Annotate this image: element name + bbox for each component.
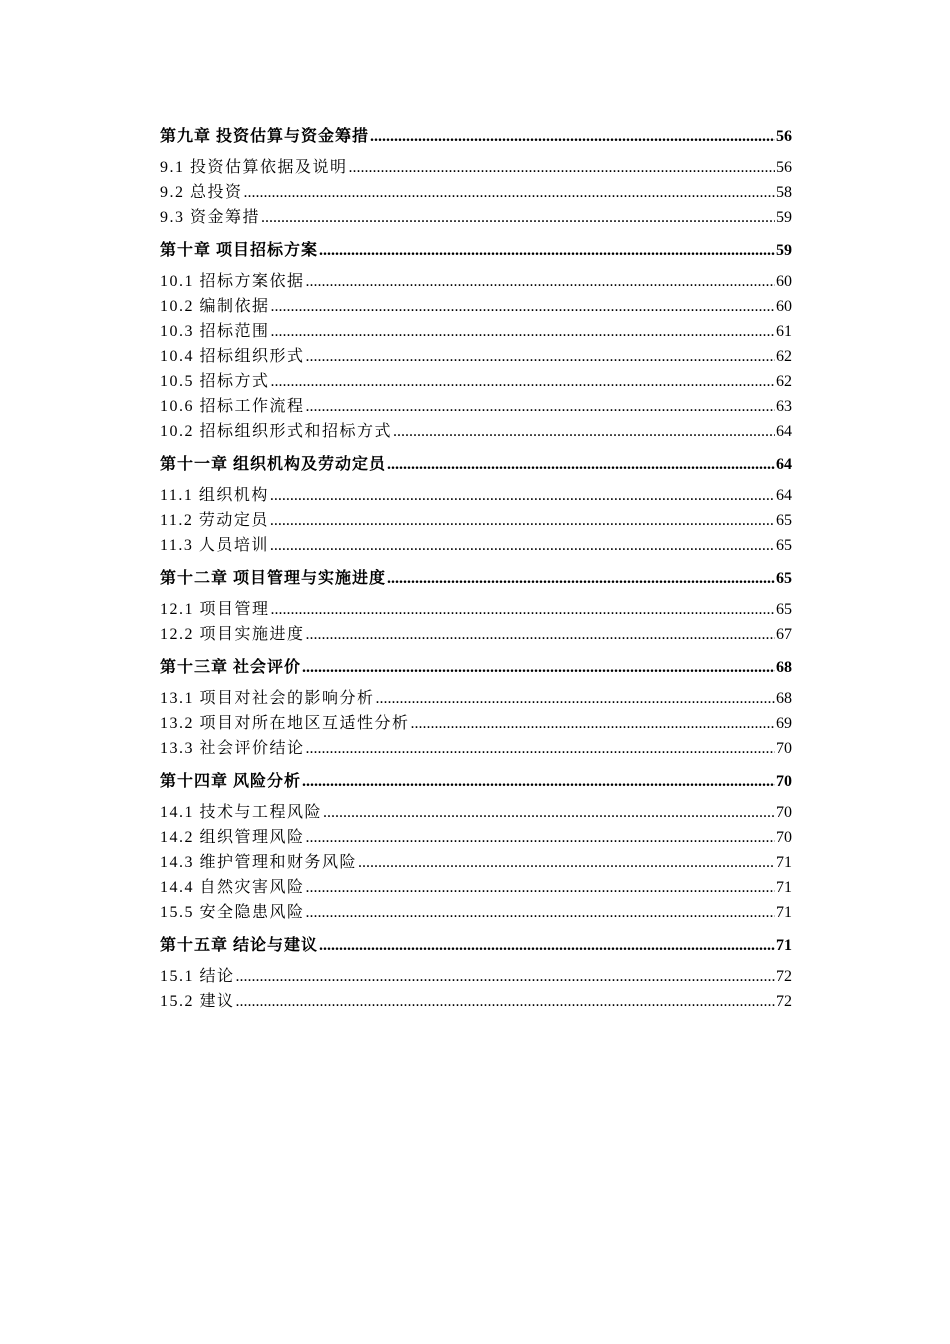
- toc-page-number: 56: [776, 159, 792, 176]
- toc-entry-title: 12.1 项目管理: [160, 601, 270, 618]
- toc-dot-leader: [236, 989, 775, 1014]
- toc-dot-leader: [306, 736, 775, 761]
- toc-section-entry[interactable]: [160, 800, 792, 825]
- toc-section-entry[interactable]: [160, 736, 792, 761]
- toc-chapter-entry[interactable]: [160, 124, 792, 149]
- toc-entry-title: 9.3 资金筹措: [160, 209, 261, 226]
- toc-chapter-entry[interactable]: [160, 655, 792, 680]
- toc-dot-leader: [302, 655, 775, 680]
- toc-entry-title: 14.3 维护管理和财务风险: [160, 854, 358, 871]
- toc-dot-leader: [387, 452, 775, 477]
- toc-page-number: 59: [776, 209, 792, 226]
- toc-page-number: 63: [776, 398, 792, 415]
- toc-page-number: 72: [776, 968, 792, 985]
- toc-dot-leader: [370, 124, 775, 149]
- toc-page-number: 65: [776, 537, 792, 554]
- toc-entry-title: 10.6 招标工作流程: [160, 398, 305, 415]
- toc-section-entry[interactable]: [160, 419, 792, 444]
- toc-section-entry[interactable]: [160, 622, 792, 647]
- toc-dot-leader: [358, 850, 775, 875]
- toc-section-entry[interactable]: [160, 964, 792, 989]
- toc-page-number: 71: [776, 937, 792, 954]
- toc-section-entry[interactable]: [160, 319, 792, 344]
- toc-section-entry[interactable]: [160, 711, 792, 736]
- toc-page-number: 64: [776, 423, 792, 440]
- toc-section-entry[interactable]: [160, 875, 792, 900]
- toc-entry-title: 14.4 自然灾害风险: [160, 879, 305, 896]
- toc-entry-title: 13.3 社会评价结论: [160, 740, 305, 757]
- toc-section-entry[interactable]: [160, 155, 792, 180]
- toc-section-entry[interactable]: [160, 508, 792, 533]
- toc-entry-title: 10.2 招标组织形式和招标方式: [160, 423, 393, 440]
- toc-dot-leader: [319, 933, 775, 958]
- toc-entry-title: 11.3 人员培训: [160, 537, 269, 554]
- toc-page-number: 72: [776, 993, 792, 1010]
- toc-section-entry[interactable]: [160, 989, 792, 1014]
- toc-dot-leader: [306, 622, 775, 647]
- toc-entry-title: 15.1 结论: [160, 968, 235, 985]
- toc-section-entry[interactable]: [160, 850, 792, 875]
- toc-entry-title: 第十四章 风险分析: [160, 773, 302, 790]
- toc-entry-title: 10.3 招标范围: [160, 323, 270, 340]
- toc-page-number: 62: [776, 348, 792, 365]
- toc-chapter-entry[interactable]: [160, 452, 792, 477]
- toc-entry-title: 10.5 招标方式: [160, 373, 270, 390]
- toc-dot-leader: [271, 319, 775, 344]
- toc-page-number: 64: [776, 456, 792, 473]
- toc-dot-leader: [270, 533, 775, 558]
- toc-entry-title: 13.2 项目对所在地区互适性分析: [160, 715, 410, 732]
- toc-page-number: 64: [776, 487, 792, 504]
- toc-dot-leader: [411, 711, 775, 736]
- toc-section-entry[interactable]: [160, 369, 792, 394]
- toc-dot-leader: [271, 597, 775, 622]
- toc-list: [160, 124, 792, 1014]
- toc-section-entry[interactable]: [160, 597, 792, 622]
- toc-dot-leader: [306, 394, 775, 419]
- toc-page-number: 70: [776, 804, 792, 821]
- toc-page-number: 60: [776, 273, 792, 290]
- toc-entry-title: 13.1 项目对社会的影响分析: [160, 690, 375, 707]
- toc-entry-title: 12.2 项目实施进度: [160, 626, 305, 643]
- toc-chapter-entry[interactable]: [160, 769, 792, 794]
- toc-page-number: 70: [776, 740, 792, 757]
- toc-entry-title: 15.2 建议: [160, 993, 235, 1010]
- toc-dot-leader: [306, 344, 775, 369]
- toc-dot-leader: [319, 238, 775, 263]
- toc-section-entry[interactable]: [160, 483, 792, 508]
- toc-dot-leader: [244, 180, 775, 205]
- toc-page-number: 65: [776, 570, 792, 587]
- toc-section-entry[interactable]: [160, 394, 792, 419]
- toc-page-number: 70: [776, 773, 792, 790]
- toc-dot-leader: [306, 825, 775, 850]
- toc-section-entry[interactable]: [160, 825, 792, 850]
- toc-page-number: 56: [776, 128, 792, 145]
- toc-section-entry[interactable]: [160, 533, 792, 558]
- toc-page-number: 71: [776, 854, 792, 871]
- table-of-contents: [160, 124, 792, 1014]
- toc-dot-leader: [323, 800, 775, 825]
- toc-entry-title: 9.2 总投资: [160, 184, 243, 201]
- toc-entry-title: 14.2 组织管理风险: [160, 829, 305, 846]
- toc-entry-title: 10.1 招标方案依据: [160, 273, 305, 290]
- toc-entry-title: 第十二章 项目管理与实施进度: [160, 570, 387, 587]
- toc-dot-leader: [306, 269, 775, 294]
- toc-entry-title: 15.5 安全隐患风险: [160, 904, 305, 921]
- toc-section-entry[interactable]: [160, 269, 792, 294]
- toc-page-number: 71: [776, 879, 792, 896]
- toc-entry-title: 第十三章 社会评价: [160, 659, 302, 676]
- toc-page-number: 69: [776, 715, 792, 732]
- toc-chapter-entry[interactable]: [160, 566, 792, 591]
- toc-page-number: 67: [776, 626, 792, 643]
- toc-section-entry[interactable]: [160, 686, 792, 711]
- toc-entry-title: 11.1 组织机构: [160, 487, 269, 504]
- toc-section-entry[interactable]: [160, 344, 792, 369]
- toc-dot-leader: [306, 875, 775, 900]
- toc-dot-leader: [271, 369, 775, 394]
- toc-entry-title: 第十五章 结论与建议: [160, 937, 319, 954]
- toc-section-entry[interactable]: [160, 205, 792, 230]
- toc-entry-title: 第十一章 组织机构及劳动定员: [160, 456, 387, 473]
- toc-section-entry[interactable]: [160, 294, 792, 319]
- toc-entry-title: 10.2 编制依据: [160, 298, 270, 315]
- toc-dot-leader: [302, 769, 775, 794]
- toc-chapter-entry[interactable]: [160, 933, 792, 958]
- toc-page-number: 61: [776, 323, 792, 340]
- toc-entry-title: 11.2 劳动定员: [160, 512, 269, 529]
- toc-dot-leader: [261, 205, 775, 230]
- toc-entry-title: 第十章 项目招标方案: [160, 242, 319, 259]
- toc-page-number: 71: [776, 904, 792, 921]
- toc-chapter-entry[interactable]: [160, 238, 792, 263]
- toc-page-number: 62: [776, 373, 792, 390]
- toc-dot-leader: [376, 686, 775, 711]
- toc-page-number: 68: [776, 690, 792, 707]
- toc-section-entry[interactable]: [160, 180, 792, 205]
- toc-entry-title: 14.1 技术与工程风险: [160, 804, 323, 821]
- toc-page-number: 70: [776, 829, 792, 846]
- toc-entry-title: 10.4 招标组织形式: [160, 348, 305, 365]
- toc-page-number: 60: [776, 298, 792, 315]
- toc-page-number: 65: [776, 512, 792, 529]
- toc-dot-leader: [387, 566, 775, 591]
- toc-dot-leader: [393, 419, 775, 444]
- toc-page-number: 59: [776, 242, 792, 259]
- toc-dot-leader: [306, 900, 775, 925]
- toc-dot-leader: [270, 483, 775, 508]
- toc-entry-title: 9.1 投资估算依据及说明: [160, 159, 348, 176]
- toc-section-entry[interactable]: [160, 900, 792, 925]
- toc-dot-leader: [270, 508, 775, 533]
- toc-page-number: 68: [776, 659, 792, 676]
- toc-dot-leader: [271, 294, 775, 319]
- toc-entry-title: 第九章 投资估算与资金筹措: [160, 128, 370, 145]
- toc-dot-leader: [349, 155, 775, 180]
- toc-page-number: 58: [776, 184, 792, 201]
- toc-page-number: 65: [776, 601, 792, 618]
- toc-dot-leader: [236, 964, 775, 989]
